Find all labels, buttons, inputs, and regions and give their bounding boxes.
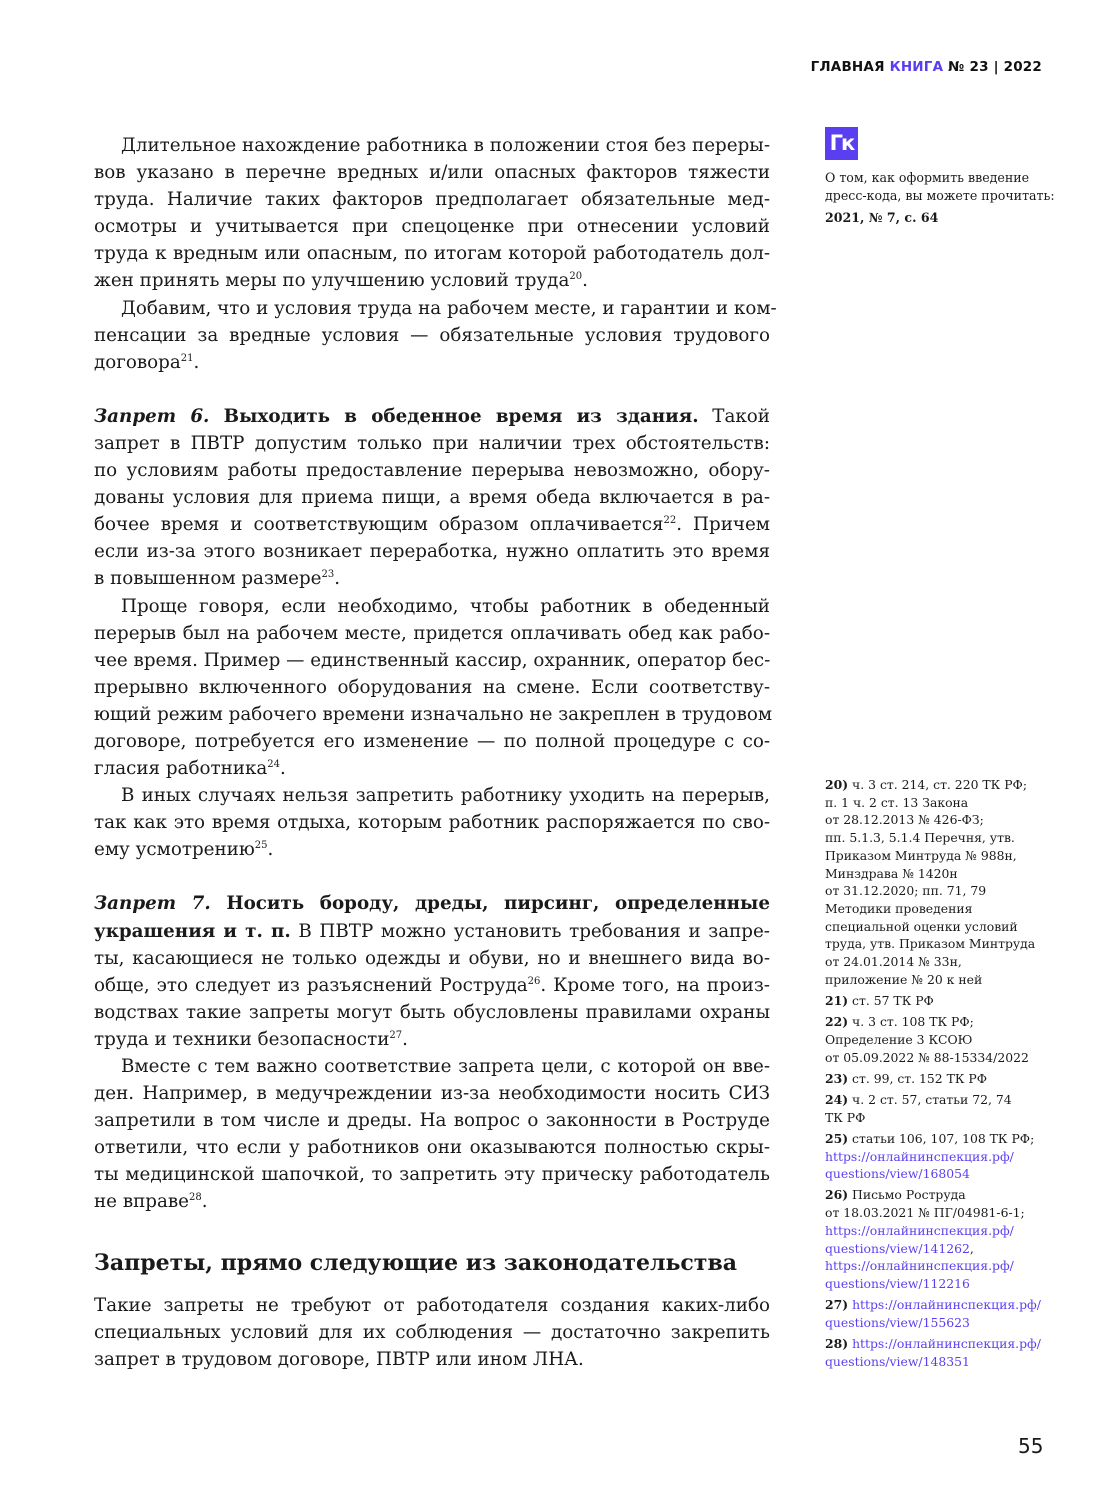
text-run: ты, касающиеся не только одежды и обуви, но и внешнего вида во- (94, 947, 770, 969)
text-run: труда, утв. Приказом Минтруда (825, 936, 1036, 952)
text-line (825, 992, 1055, 1010)
text-line (825, 1240, 1055, 1258)
text-run: Вместе с тем важно соответствие запрета цели, с которой он вве- (121, 1056, 770, 1077)
text-run: В ПВТР можно установить требования и запре- (290, 920, 770, 942)
text-run: прерывно включенного оборудования на смене. Если соответству- (94, 676, 770, 698)
text-line (94, 701, 773, 728)
footnote (825, 1013, 1055, 1066)
text-line (825, 1296, 1055, 1314)
text-run: обще, это следует из разъяснений Роструда (94, 974, 528, 996)
text-line (825, 900, 1055, 918)
bold-text-run: 21) (825, 992, 849, 1008)
text-line (825, 1013, 1055, 1031)
text-run: договора (94, 351, 181, 373)
text-line (825, 794, 1055, 812)
text-run: ден. Например, в медучреждении из-за необходимости носить СИЗ (94, 1083, 770, 1105)
footnote-link[interactable]: questions/view/155623 (825, 1314, 970, 1330)
text-line (94, 972, 770, 999)
sidebar-text: О том, как оформить введение дресс-кода, вы можете прочитать: (825, 170, 1055, 203)
bold-text-run: 26) (825, 1187, 849, 1203)
bold-text-run: Носить бороду, дреды, пирсинг, определенные (210, 893, 770, 915)
footnote (825, 992, 1055, 1010)
text-run: дованы условия для приема пищи, а время обеда включается в ра- (94, 487, 770, 509)
text-run: ч. 3 ст. 214, ст. 220 ТК РФ; (848, 777, 1027, 792)
text-line (825, 1222, 1055, 1240)
footnote (825, 776, 1055, 988)
text-run: Добавим, что и условия труда на рабочем месте, и гарантии и ком- (121, 297, 777, 319)
text-line (825, 1275, 1055, 1293)
bold-text-run: 20) (825, 777, 849, 792)
text-line (94, 132, 770, 159)
text-line (94, 538, 770, 565)
text-line (825, 829, 1055, 847)
text-line (94, 918, 770, 945)
text-line (94, 213, 770, 240)
text-run: Приказом Минтруда № 988н, (825, 847, 1017, 863)
footnote-ref[interactable]: 22 (663, 515, 677, 527)
text-run: Такие запреты не требуют от работодателя создания каких-либо (94, 1294, 770, 1316)
bold-text-run: 28) (825, 1336, 849, 1352)
text-run: Методики проведения (825, 900, 973, 916)
footnotes (825, 776, 1055, 1374)
text-line (825, 918, 1055, 936)
text-run: Минздрава № 1420н (825, 865, 958, 881)
text-run: от 31.12.2020; пп. 71, 79 (825, 883, 987, 899)
text-run: ТК РФ (825, 1109, 866, 1125)
footnote-ref[interactable]: 23 (321, 569, 335, 581)
bold-text-run: 25) (825, 1130, 849, 1146)
text-line (825, 1148, 1055, 1166)
text-line (94, 593, 770, 620)
paragraph (94, 295, 777, 376)
text-run: не вправе (94, 1191, 190, 1213)
text-line (94, 1346, 770, 1373)
footnote-link[interactable]: questions/view/168054 (825, 1166, 970, 1182)
text-line (94, 1080, 770, 1107)
text-run: ч. 3 ст. 108 ТК РФ; (848, 1014, 974, 1030)
text-line (825, 1109, 1055, 1127)
footnote-ref[interactable]: 27 (389, 1029, 403, 1041)
text-run: , (969, 1240, 974, 1256)
text-line (94, 755, 770, 782)
paragraph (94, 403, 770, 593)
text-line (94, 1053, 770, 1080)
text-run: ему усмотрению (94, 839, 255, 861)
sidebar-reference (825, 127, 1055, 227)
footnote-link[interactable]: https://онлайнинспекция.рф/ (852, 1297, 1041, 1313)
text-line (94, 430, 770, 457)
bold-text-run: Запрет 6. (94, 405, 210, 427)
paragraph (94, 782, 770, 863)
text-run: . Кроме того, на произ- (540, 974, 770, 996)
bold-text-run: 24) (825, 1091, 849, 1107)
footnote-link[interactable]: https://онлайнинспекция.рф/ (825, 1148, 1014, 1164)
bold-text-run: украшения и т. п. (94, 920, 291, 942)
text-run: ты медицинской шапочкой, то запретить эту прическу работодатель (94, 1164, 770, 1186)
text-run: ст. 99, ст. 152 ТК РФ (848, 1070, 988, 1086)
text-run: . (334, 568, 341, 590)
text-line (94, 1161, 770, 1188)
text-run: в повышенном размере (94, 568, 322, 590)
footnote-ref[interactable]: 25 (254, 840, 268, 852)
text-run: от 18.03.2021 № ПГ/04981-6-1; (825, 1205, 1025, 1221)
text-run: приложение № 20 к ней (825, 971, 983, 987)
text-run: перерыв был на рабочем месте, придется оплачивать обед как рабо- (94, 622, 770, 644)
text-run: Проще говоря, если необходимо, чтобы работник в обеденный (121, 595, 770, 617)
text-line (94, 322, 770, 349)
text-run: труда к вредным или опасным, по итогам которой работодатель дол- (94, 243, 770, 265)
text-line (825, 935, 1055, 953)
text-line (94, 240, 770, 267)
text-line (94, 403, 770, 430)
section-heading: Запреты, прямо следующие из законодательства (94, 1249, 737, 1276)
text-line (94, 999, 770, 1026)
text-run: от 28.12.2013 № 426-ФЗ; (825, 812, 984, 828)
text-run: Письмо Роструда (848, 1187, 966, 1203)
footnote-ref[interactable]: 24 (267, 759, 281, 771)
text-run: запрет в трудовом договоре, ПВТР или ином ЛНА. (94, 1348, 584, 1370)
footnote-ref[interactable]: 28 (189, 1192, 202, 1204)
text-run: ответили, что если у работников они оказываются полностью скры- (94, 1137, 770, 1159)
text-run: специальных условий для их соблюдения — достаточно закрепить (94, 1321, 770, 1343)
text-run: . (402, 1028, 408, 1050)
bold-text-run: 27) (825, 1297, 849, 1313)
text-run: запретили в том числе и дреды. На вопрос о законности в Роструде (94, 1110, 770, 1132)
text-line (94, 511, 770, 538)
footnote-link[interactable]: https://онлайнинспекция.рф/ (825, 1222, 1014, 1238)
text-line (94, 267, 770, 294)
article-paragraphs-section (94, 1292, 770, 1373)
bold-text-run: 22) (825, 1014, 849, 1030)
text-line (825, 953, 1055, 971)
text-line (94, 565, 770, 592)
bold-text-run: Выходить в обеденное время из здания. (209, 405, 699, 427)
text-run: по условиям работы предоставление перерыва невозможно, обору- (94, 460, 770, 482)
paragraph (94, 1292, 770, 1373)
text-run: Такой (698, 405, 770, 427)
text-run: запрет в ПВТР допустим только при наличии трех обстоятельств: (94, 432, 770, 454)
text-line (94, 1292, 770, 1319)
text-run: труда и техники безопасности (94, 1028, 390, 1050)
paragraph (94, 593, 773, 783)
text-line (825, 1031, 1055, 1049)
text-line (825, 1353, 1055, 1371)
text-line (825, 847, 1055, 865)
text-run: водствах такие запреты могут быть обусловлены правилами охраны (94, 1001, 770, 1023)
text-line (825, 1091, 1055, 1109)
paragraph (94, 132, 770, 295)
bold-text-run: Запрет 7. (94, 893, 211, 915)
text-run: Определение 3 КСОЮ (825, 1031, 973, 1047)
text-run: . Причем (676, 514, 771, 536)
text-line (94, 186, 770, 213)
text-line (94, 1319, 770, 1346)
footnote-link[interactable]: questions/view/141262 (825, 1240, 970, 1256)
text-line (825, 1130, 1055, 1148)
text-run: от 05.09.2022 № 88-15334/2022 (825, 1049, 1029, 1065)
footnote-link[interactable]: questions/view/148351 (825, 1353, 970, 1369)
text-line (94, 159, 770, 186)
text-line (94, 809, 770, 836)
text-line (94, 945, 770, 972)
text-line (94, 890, 770, 917)
text-run: пенсации за вредные условия — обязательные условия трудового (94, 324, 770, 346)
text-line (94, 782, 770, 809)
footnote-ref[interactable]: 20 (569, 271, 583, 283)
page-number: 55 (1018, 1434, 1044, 1458)
text-line (825, 1186, 1055, 1204)
text-line (94, 349, 770, 376)
text-line (94, 728, 770, 755)
text-run: . (582, 270, 588, 292)
text-line (825, 1070, 1055, 1088)
magazine-name-accent: КНИГА (889, 59, 944, 75)
text-run: если из-за этого возникает переработка, нужно оплатить это время (94, 541, 770, 563)
paragraph (94, 890, 770, 1053)
text-line (825, 865, 1055, 883)
text-run: труда. Наличие таких факторов предполагает обязательные мед- (94, 189, 770, 211)
text-run: ст. 57 ТК РФ (848, 992, 934, 1008)
text-line (94, 1188, 770, 1215)
footnote (825, 1186, 1055, 1292)
text-line (94, 484, 770, 511)
text-run: осмотры и учитывается при спецоценке при отнесении условий (94, 216, 770, 238)
text-run: жен принять меры по улучшению условий труда (94, 270, 570, 292)
sidebar-issue-reference[interactable]: 2021, № 7, с. 64 (825, 210, 939, 225)
text-run: . (193, 351, 200, 373)
footnote (825, 1130, 1055, 1183)
text-line (94, 620, 770, 647)
text-line (825, 1335, 1055, 1353)
text-line (94, 674, 770, 701)
text-line (94, 1134, 770, 1161)
article-paragraphs (94, 132, 777, 1216)
footnote-link[interactable]: https://онлайнинспекция.рф/ (825, 1258, 1014, 1274)
text-line (94, 1026, 770, 1053)
text-run: ющий режим рабочего времени изначально не закреплен в трудовом (94, 703, 773, 725)
text-run: статьи 106, 107, 108 ТК РФ; (848, 1130, 1035, 1146)
text-line (825, 776, 1055, 794)
paragraph (94, 1053, 770, 1216)
text-line (94, 457, 770, 484)
footnote (825, 1070, 1055, 1088)
text-line (825, 882, 1055, 900)
text-run: ч. 2 ст. 57, статьи 72, 74 (848, 1091, 1012, 1107)
text-line (825, 1165, 1055, 1183)
footnote-link[interactable]: https://онлайнинспекция.рф/ (852, 1336, 1041, 1352)
text-line (94, 295, 777, 322)
text-line (94, 836, 770, 863)
text-run: специальной оценки условий (825, 918, 1018, 934)
footnote-ref[interactable]: 21 (180, 352, 194, 364)
article-body (94, 132, 777, 1373)
text-run: . (280, 758, 286, 780)
text-run: от 24.01.2014 № 33н, (825, 954, 962, 970)
footnote-ref[interactable]: 26 (527, 975, 541, 987)
text-run: так как это время отдыха, которым работник распоряжается по сво- (94, 812, 770, 834)
text-run: договоре, потребуется его изменение — по полной процедуре с со- (94, 730, 770, 752)
text-run: Длительное нахождение работника в положении стоя без переры- (121, 135, 770, 156)
magazine-name: ГЛАВНАЯ (810, 59, 890, 75)
running-header (811, 59, 1042, 75)
text-line (94, 1107, 770, 1134)
text-run: вов указано в перечне вредных и/или опасных факторов тяжести (94, 162, 770, 184)
footnote (825, 1091, 1055, 1126)
text-line (825, 1314, 1055, 1332)
issue-number: № 23 | 2022 (943, 59, 1042, 75)
text-line (825, 811, 1055, 829)
text-run: бочее время и соответствующим образом оплачивается (94, 514, 664, 536)
text-run: п. 1 ч. 2 ст. 13 Закона (825, 794, 969, 810)
text-line (94, 647, 770, 674)
text-run: . (267, 839, 274, 861)
bold-text-run: 23) (825, 1070, 849, 1086)
text-run: пп. 5.1.3, 5.1.4 Перечня, утв. (825, 830, 1015, 846)
footnote (825, 1296, 1055, 1331)
text-run: гласия работника (94, 758, 268, 780)
text-line (825, 1049, 1055, 1067)
text-run: В иных случаях нельзя запретить работнику уходить на перерыв, (121, 785, 770, 807)
footnote-link[interactable]: questions/view/112216 (825, 1275, 970, 1291)
text-run: . (201, 1191, 208, 1213)
text-line (825, 1257, 1055, 1275)
text-run: чее время. Пример — единственный кассир, охранник, оператор бес- (94, 649, 771, 671)
text-line (825, 1204, 1055, 1222)
footnote (825, 1335, 1055, 1370)
gk-logo-icon: Гк (825, 127, 858, 160)
text-line (825, 971, 1055, 989)
